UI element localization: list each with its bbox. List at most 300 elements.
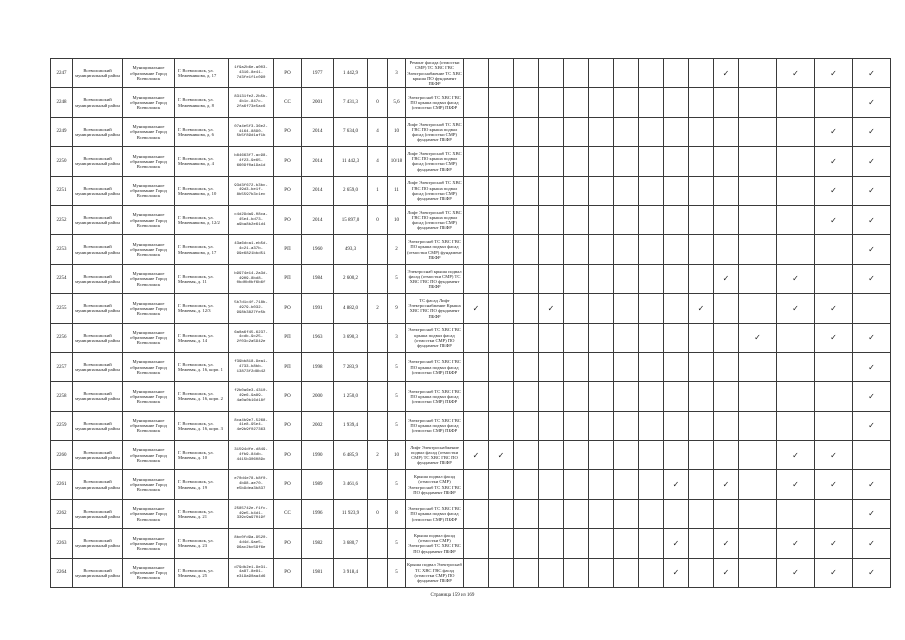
floor-count: 10 <box>388 117 406 146</box>
floor-count: 10/18 <box>388 147 406 176</box>
district-name: Всеволожский муниципальный район <box>73 382 123 411</box>
construction-year: 1977 <box>302 59 334 88</box>
construction-year: 2014 <box>302 205 334 234</box>
work-check-cell <box>514 117 539 146</box>
work-check-cell <box>514 499 539 528</box>
work-check-cell <box>589 499 614 528</box>
work-check-cell <box>664 264 689 293</box>
checkmark-icon: ✓ <box>830 303 837 313</box>
work-check-cell <box>464 323 489 352</box>
work-check-cell <box>714 323 739 352</box>
work-check-cell <box>853 88 891 117</box>
work-check-cell <box>489 499 514 528</box>
fias-guid: 2585742e-f1fc-49e5-b4d1-339c9a97019f <box>229 499 274 528</box>
work-check-cell <box>489 117 514 146</box>
work-check-cell <box>853 382 891 411</box>
work-check-cell <box>739 205 777 234</box>
work-check-cell <box>777 529 815 558</box>
work-check-cell <box>614 441 639 470</box>
work-check-cell <box>514 205 539 234</box>
row-number: 2262 <box>51 499 73 528</box>
works-list: Лифт Электроснабжение подвал фасад (отмостки СМР) ТС ХВС ГВС ПО фундамент ПБФР <box>406 441 464 470</box>
work-check-cell <box>539 352 564 381</box>
district-name: Всеволожский муниципальный район <box>73 235 123 264</box>
work-check-cell <box>853 352 891 381</box>
checkmark-icon: ✓ <box>792 274 799 284</box>
work-check-cell <box>739 294 777 323</box>
building-address: Г. Всеволожск, ул. Межевникова, д. 10 <box>175 176 229 205</box>
municipal-formation: Муниципальное образование Город Всеволожск <box>123 411 175 440</box>
lift-count: 0 <box>368 499 388 528</box>
table-row <box>51 176 891 205</box>
work-check-cell <box>489 147 514 176</box>
table-row <box>51 499 891 528</box>
work-check-cell <box>739 117 777 146</box>
work-check-cell <box>564 411 589 440</box>
row-number: 2259 <box>51 411 73 440</box>
work-check-cell <box>689 558 714 587</box>
work-check-cell <box>689 88 714 117</box>
lift-count: 0 <box>368 205 388 234</box>
construction-year: 1991 <box>302 294 334 323</box>
fias-guid: 8ca4b9e7-5268-41e8-95e4-4e9b9f027363 <box>229 411 274 440</box>
work-check-cell <box>614 499 639 528</box>
building-address: Г. Всеволожск, ул. Межевникова, д. 6 <box>175 117 229 146</box>
table-row <box>51 558 891 587</box>
work-check-cell <box>514 294 539 323</box>
work-check-cell <box>689 352 714 381</box>
work-check-cell <box>489 88 514 117</box>
work-check-cell <box>777 147 815 176</box>
total-area: 1 939,4 <box>334 411 368 440</box>
work-check-cell <box>589 147 614 176</box>
checkmark-icon: ✓ <box>792 568 799 578</box>
fias-guid: b9974e14-2a3d-4909-8bd8-0bd0b0bf6b6f <box>229 264 274 293</box>
checkmark-icon: ✓ <box>868 333 875 343</box>
total-area: 1 250,0 <box>334 382 368 411</box>
wall-material: СС <box>274 499 302 528</box>
work-check-cell <box>564 88 589 117</box>
work-check-cell <box>853 441 891 470</box>
work-check-cell <box>614 88 639 117</box>
municipal-formation: Муниципальное образование Город Всеволожск <box>123 59 175 88</box>
construction-year: 1960 <box>302 235 334 264</box>
row-number: 2247 <box>51 59 73 88</box>
checkmark-icon: ✓ <box>830 450 837 460</box>
fias-guid: c4d29da9-08ca-45e4-bd73-a9ba8b2e61d4 <box>229 205 274 234</box>
work-check-cell <box>664 147 689 176</box>
building-address: Г. Всеволожск, ул. Межевникова, д. 12/2 <box>175 205 229 234</box>
work-check-cell <box>714 235 739 264</box>
construction-year: 1984 <box>302 264 334 293</box>
district-name: Всеволожский муниципальный район <box>73 205 123 234</box>
checkmark-icon: ✓ <box>722 480 730 490</box>
wall-material: РО <box>274 117 302 146</box>
row-number: 2264 <box>51 558 73 587</box>
works-list: Лифт Электроснаб ТС ХВС ГВС ПО крыша подвал фасад (отмостки СМР) фундамент ПБФР <box>406 147 464 176</box>
work-check-cell <box>539 264 564 293</box>
work-check-cell <box>689 382 714 411</box>
lift-count <box>368 470 388 499</box>
works-list: Электроснаб ТС ХВС ГВС ПО крыша подвал фасад (отмостки СМР) ПБФР <box>406 411 464 440</box>
table-row <box>51 117 891 146</box>
building-address: Г. Всеволожск, ул. Межевая, д. 12/3 <box>175 294 229 323</box>
checkmark-icon: ✓ <box>868 568 875 578</box>
total-area: 6 485,9 <box>334 441 368 470</box>
work-check-cell <box>614 470 639 499</box>
work-check-cell <box>689 411 714 440</box>
work-check-cell <box>664 411 689 440</box>
work-check-cell <box>614 352 639 381</box>
work-check-cell <box>614 529 639 558</box>
total-area: 4 882,0 <box>334 294 368 323</box>
work-check-cell <box>815 264 853 293</box>
construction-year: 1982 <box>302 529 334 558</box>
work-check-cell <box>539 117 564 146</box>
work-check-cell <box>589 117 614 146</box>
work-check-cell <box>514 59 539 88</box>
work-check-cell <box>689 264 714 293</box>
work-check-cell <box>514 88 539 117</box>
construction-year: 1989 <box>302 470 334 499</box>
table-row <box>51 59 891 88</box>
works-list: Электроснаб крыша подвал фасад (отмостки СМР) ТС ХВС ГВС ПО фундамент ПБФР <box>406 264 464 293</box>
total-area: 11 442,3 <box>334 147 368 176</box>
work-check-cell <box>777 176 815 205</box>
row-number: 2248 <box>51 88 73 117</box>
floor-count: 11 <box>388 176 406 205</box>
floor-count: 5 <box>388 411 406 440</box>
work-check-cell <box>639 470 664 499</box>
work-check-cell <box>514 235 539 264</box>
work-check-cell <box>589 176 614 205</box>
work-check-cell <box>777 499 815 528</box>
work-check-cell <box>714 176 739 205</box>
work-check-cell <box>714 88 739 117</box>
wall-material: РО <box>274 294 302 323</box>
total-area: 11 923,9 <box>334 499 368 528</box>
work-check-cell <box>853 470 891 499</box>
checkmark-icon: ✓ <box>472 450 480 460</box>
work-check-cell <box>714 470 739 499</box>
district-name: Всеволожский муниципальный район <box>73 499 123 528</box>
work-check-cell <box>639 59 664 88</box>
municipal-formation: Муниципальное образование Город Всеволожск <box>123 558 175 587</box>
work-check-cell <box>777 441 815 470</box>
work-check-cell <box>664 59 689 88</box>
work-check-cell <box>853 176 891 205</box>
work-check-cell <box>664 382 689 411</box>
construction-year: 1990 <box>302 441 334 470</box>
table-row <box>51 470 891 499</box>
checkmark-icon: ✓ <box>868 480 875 490</box>
work-check-cell <box>714 205 739 234</box>
work-check-cell <box>714 529 739 558</box>
work-check-cell <box>853 323 891 352</box>
work-check-cell <box>464 470 489 499</box>
row-number: 2249 <box>51 117 73 146</box>
work-check-cell <box>464 117 489 146</box>
total-area: 7 431,3 <box>334 88 368 117</box>
lift-count <box>368 558 388 587</box>
row-number: 2252 <box>51 205 73 234</box>
work-check-cell <box>464 88 489 117</box>
page-footer: Страница 159 из 169 <box>430 593 475 598</box>
work-check-cell <box>489 352 514 381</box>
total-area: 7 283,9 <box>334 352 368 381</box>
work-check-cell <box>739 558 777 587</box>
work-check-cell <box>514 264 539 293</box>
work-check-cell <box>539 176 564 205</box>
work-check-cell <box>464 529 489 558</box>
work-check-cell <box>589 411 614 440</box>
floor-count: 10 <box>388 441 406 470</box>
work-check-cell <box>539 382 564 411</box>
work-check-cell <box>777 235 815 264</box>
works-list: ТС фасад Лифт Электроснабжение Крыша ХВС ГВС ПО фундамент ПБФР <box>406 294 464 323</box>
building-address: Г. Всеволожск, ул. Межевая, д. 21 <box>175 499 229 528</box>
work-check-cell <box>664 558 689 587</box>
work-check-cell <box>777 264 815 293</box>
work-check-cell <box>489 441 514 470</box>
work-check-cell <box>739 147 777 176</box>
checkmark-icon: ✓ <box>792 538 799 548</box>
municipal-formation: Муниципальное образование Город Всеволожск <box>123 88 175 117</box>
work-check-cell <box>564 529 589 558</box>
work-check-cell <box>614 294 639 323</box>
work-check-cell <box>614 59 639 88</box>
work-check-cell <box>739 323 777 352</box>
building-address: Г. Всеволожск, ул. Межевая, д. 23 <box>175 529 229 558</box>
table-row <box>51 88 891 117</box>
work-check-cell <box>639 147 664 176</box>
work-check-cell <box>639 382 664 411</box>
checkmark-icon: ✓ <box>868 274 875 284</box>
district-name: Всеволожский муниципальный район <box>73 147 123 176</box>
works-list: Электроснаб ТС ХВС ГВС ПО крыша подвал фасад (отмостки СМР) ПБФР <box>406 382 464 411</box>
work-check-cell <box>777 382 815 411</box>
building-address: Г. Всеволожск, ул. Межевая, д. 16, корп. 2 <box>175 382 229 411</box>
checkmark-icon: ✓ <box>868 68 875 78</box>
work-check-cell <box>739 499 777 528</box>
checkmark-icon: ✓ <box>868 509 875 519</box>
district-name: Всеволожский муниципальный район <box>73 264 123 293</box>
fias-guid: 43a6dca1-eb5d-4c21-a37b-99e6821bbd51 <box>229 235 274 264</box>
work-check-cell <box>539 294 564 323</box>
fias-guid: 31594dfe-d849-4fb9-84db-4415b306089c <box>229 441 274 470</box>
work-check-cell <box>714 499 739 528</box>
work-check-cell <box>614 382 639 411</box>
row-number: 2254 <box>51 264 73 293</box>
fias-guid: 93d3f672-b3bc-49d3-be1f-8b5597b3c1ec <box>229 176 274 205</box>
wall-material: РО <box>274 205 302 234</box>
work-check-cell <box>739 352 777 381</box>
district-name: Всеволожский муниципальный район <box>73 470 123 499</box>
checkmark-icon: ✓ <box>672 538 680 548</box>
work-check-cell <box>777 88 815 117</box>
checkmark-icon: ✓ <box>792 68 799 78</box>
work-check-cell <box>464 558 489 587</box>
work-check-cell <box>689 176 714 205</box>
floor-count: 3 <box>388 323 406 352</box>
lift-count <box>368 352 388 381</box>
work-check-cell <box>514 411 539 440</box>
work-check-cell <box>489 264 514 293</box>
work-check-cell <box>714 441 739 470</box>
work-check-cell <box>689 205 714 234</box>
work-check-cell <box>514 382 539 411</box>
row-number: 2256 <box>51 323 73 352</box>
work-check-cell <box>853 294 891 323</box>
total-area: 3 680,7 <box>334 529 368 558</box>
work-check-cell <box>514 352 539 381</box>
work-check-cell <box>664 235 689 264</box>
work-check-cell <box>639 235 664 264</box>
work-check-cell <box>815 352 853 381</box>
checkmark-icon: ✓ <box>830 480 837 490</box>
works-list: Электроснаб ТС ХВС ГВС крыша подвал фасад (отмостки СМР) ПО фундамент ПБФР <box>406 323 464 352</box>
row-number: 2255 <box>51 294 73 323</box>
work-check-cell <box>689 117 714 146</box>
checkmark-icon: ✓ <box>868 362 875 372</box>
checkmark-icon: ✓ <box>830 568 837 578</box>
work-check-cell <box>777 323 815 352</box>
table-row <box>51 352 891 381</box>
work-check-cell <box>815 323 853 352</box>
municipal-formation: Муниципальное образование Город Всеволожск <box>123 323 175 352</box>
building-address: Г. Всеволожск, ул. Межевая, д. 10 <box>175 441 229 470</box>
work-check-cell <box>714 352 739 381</box>
work-check-cell <box>514 147 539 176</box>
work-check-cell <box>464 59 489 88</box>
work-check-cell <box>489 59 514 88</box>
wall-material: РО <box>274 176 302 205</box>
construction-year: 2014 <box>302 147 334 176</box>
building-address: Г. Всеволожск, ул. Межевая, д. 19 <box>175 470 229 499</box>
work-check-cell <box>639 323 664 352</box>
checkmark-icon: ✓ <box>792 303 799 313</box>
work-check-cell <box>589 382 614 411</box>
work-check-cell <box>539 441 564 470</box>
fias-guid: e70d4e78-b8f0-4b98-ae70-e5b9dea3b837 <box>229 470 274 499</box>
checkmark-icon: ✓ <box>868 97 875 107</box>
checkmark-icon: ✓ <box>868 215 875 225</box>
checkmark-icon: ✓ <box>472 303 480 313</box>
work-check-cell <box>853 235 891 264</box>
work-check-cell <box>714 117 739 146</box>
table-row <box>51 441 891 470</box>
work-check-cell <box>539 235 564 264</box>
work-check-cell <box>489 294 514 323</box>
work-check-cell <box>464 294 489 323</box>
checkmark-icon: ✓ <box>830 127 837 137</box>
row-number: 2250 <box>51 147 73 176</box>
checkmark-icon: ✓ <box>830 156 837 166</box>
work-check-cell <box>564 147 589 176</box>
works-list: Лифт Электроснаб ТС ХВС ГВС ПО крыша подвал фасад (отмостки СМР) фундамент ПБФР <box>406 176 464 205</box>
work-check-cell <box>539 59 564 88</box>
work-check-cell <box>564 352 589 381</box>
work-check-cell <box>739 264 777 293</box>
municipal-formation: Муниципальное образование Город Всеволожск <box>123 117 175 146</box>
work-check-cell <box>489 176 514 205</box>
work-check-cell <box>639 205 664 234</box>
work-check-cell <box>539 529 564 558</box>
fias-guid: f2b0a6e3-4310-49e6-9a89-4a0a0b16d18f <box>229 382 274 411</box>
work-check-cell <box>714 59 739 88</box>
fias-guid: 5b7d1c4f-718b-4979-b032-998b3827fe5b <box>229 294 274 323</box>
building-address: Г. Всеволожск, ул. Межевая, д. 16, корп. 3 <box>175 411 229 440</box>
municipal-formation: Муниципальное образование Город Всеволожск <box>123 352 175 381</box>
work-check-cell <box>853 558 891 587</box>
checkmark-icon: ✓ <box>830 538 837 548</box>
table-row <box>51 323 891 352</box>
table-row <box>51 205 891 234</box>
checkmark-icon: ✓ <box>497 450 505 460</box>
floor-count: 10 <box>388 205 406 234</box>
work-check-cell <box>853 411 891 440</box>
wall-material: РО <box>274 529 302 558</box>
wall-material: РО <box>274 441 302 470</box>
floor-count: 5 <box>388 529 406 558</box>
work-check-cell <box>815 205 853 234</box>
municipal-formation: Муниципальное образование Город Всеволожск <box>123 470 175 499</box>
work-check-cell <box>539 411 564 440</box>
checkmark-icon: ✓ <box>722 568 730 578</box>
work-check-cell <box>689 529 714 558</box>
checkmark-icon: ✓ <box>672 480 680 490</box>
row-number: 2260 <box>51 441 73 470</box>
work-check-cell <box>564 235 589 264</box>
works-list: Электроснаб ТС ХВС ГВС ПО крыша подвал фасад (отмостки СМР) ПБФР <box>406 88 464 117</box>
works-list: Электроснаб ТС ХВС ГВС ПО крыша подвал фасад (отмостки СМР) ПБФР <box>406 499 464 528</box>
fias-guid: f39bb818-9ea1-4733-b8bb-13873f2d8b42 <box>229 352 274 381</box>
work-check-cell <box>853 205 891 234</box>
checkmark-icon: ✓ <box>868 244 875 254</box>
table-row <box>51 264 891 293</box>
work-check-cell <box>739 88 777 117</box>
total-area: 7 634,0 <box>334 117 368 146</box>
construction-year: 2002 <box>302 411 334 440</box>
wall-material: РП <box>274 352 302 381</box>
work-check-cell <box>539 88 564 117</box>
work-check-cell <box>539 147 564 176</box>
work-check-cell <box>639 441 664 470</box>
work-check-cell <box>564 470 589 499</box>
housing-register-table <box>50 58 891 588</box>
fias-guid: 07a4e5f3-36e2-4164-8890-5b5f89d1af1b <box>229 117 274 146</box>
construction-year: 2000 <box>302 382 334 411</box>
floor-count: 5 <box>388 352 406 381</box>
work-check-cell <box>614 411 639 440</box>
row-number: 2257 <box>51 352 73 381</box>
checkmark-icon: ✓ <box>830 215 837 225</box>
work-check-cell <box>853 59 891 88</box>
work-check-cell <box>589 264 614 293</box>
construction-year: 1998 <box>302 352 334 381</box>
work-check-cell <box>664 352 689 381</box>
work-check-cell <box>539 205 564 234</box>
district-name: Всеволожский муниципальный район <box>73 411 123 440</box>
work-check-cell <box>589 205 614 234</box>
work-check-cell <box>664 205 689 234</box>
construction-year: 1963 <box>302 323 334 352</box>
work-check-cell <box>815 88 853 117</box>
municipal-formation: Муниципальное образование Город Всеволожск <box>123 205 175 234</box>
work-check-cell <box>777 117 815 146</box>
work-check-cell <box>739 470 777 499</box>
fias-guid: 6a0a6f45-6237-4cdb-9c25-2f03c2a5942e <box>229 323 274 352</box>
